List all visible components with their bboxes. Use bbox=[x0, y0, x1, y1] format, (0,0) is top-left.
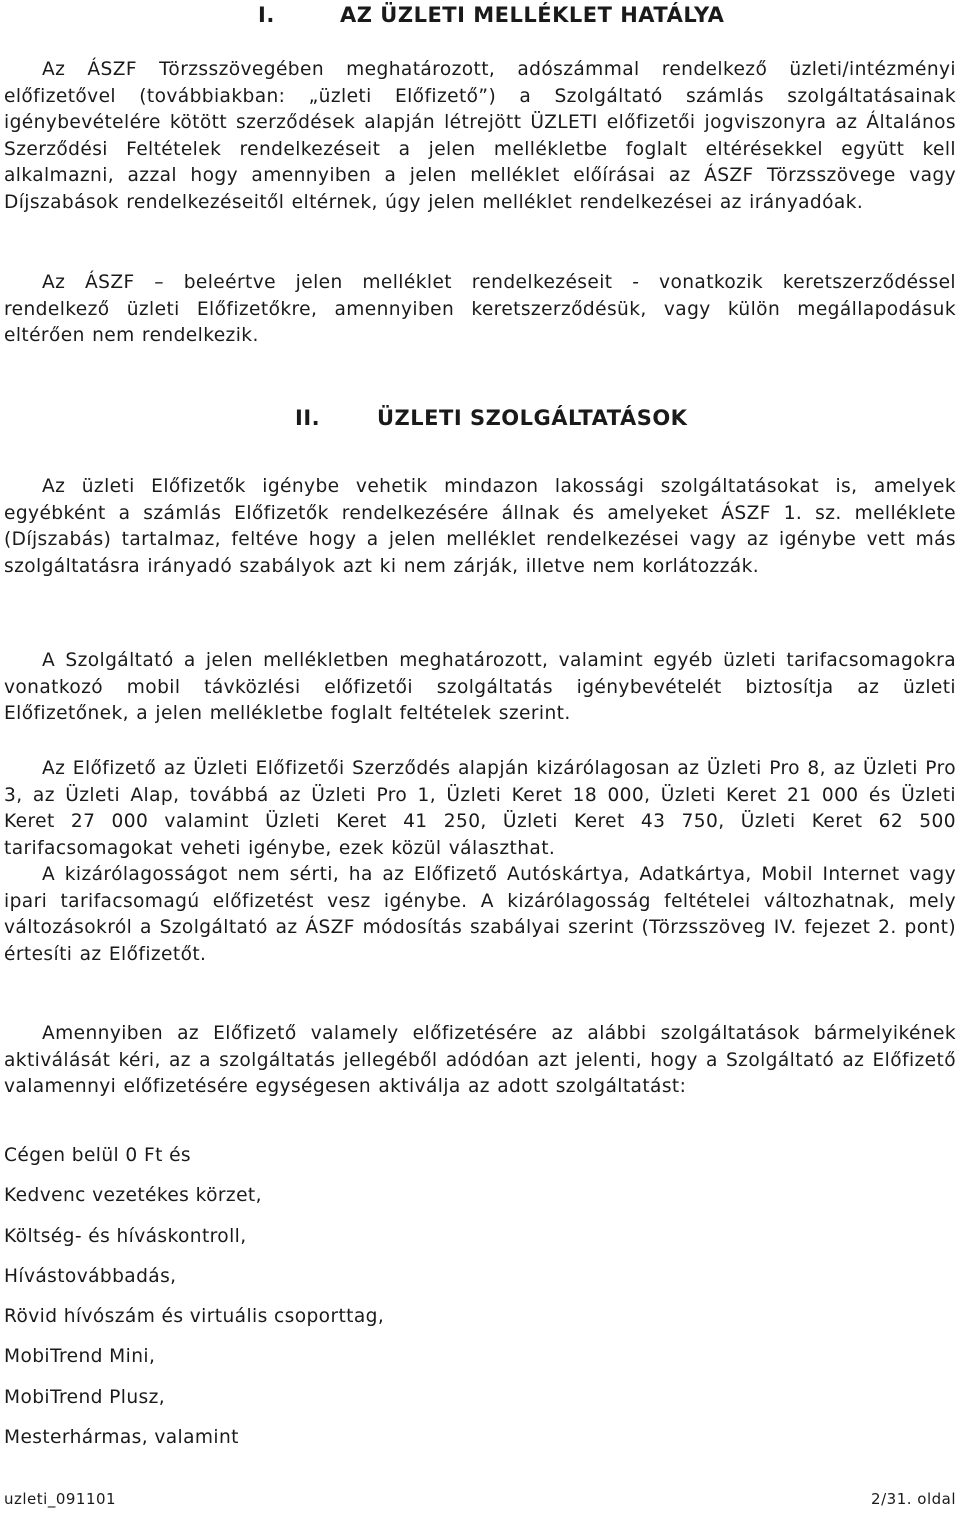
paragraph-text: Az ÁSZF Törzsszövegében meghatározott, adószámmal rendelkező üzleti/intézményi előfizetővel (továbbiakban: „üzleti Előfizető”) a Szolgáltató számlás szolgáltatásainak igénybevételére kötött szerződések alapján létrejött ÜZLETI előfizetői jogviszonyra az Általános Szerződési Feltételek rendelkezéseit a jelen mellékletbe foglalt eltérésekkel együtt kell alkalmazni, azzal hogy amennyiben a jelen melléklet előírásai az ÁSZF Törzsszövege vagy Díjszabások rendelkezéseitől eltérnek, úgy jelen melléklet rendelkezései az irányadóak. bbox=[4, 59, 956, 213]
section-title: ÜZLETI SZOLGÁLTATÁSOK bbox=[377, 406, 688, 430]
section-title: AZ ÜZLETI MELLÉKLET HATÁLYA bbox=[340, 3, 725, 27]
section-heading-2 bbox=[295, 406, 687, 430]
paragraph-text: Az üzleti Előfizetők igénybe vehetik mindazon lakossági szolgáltatásokat is, amelyek egyébként a számlás Előfizetők rendelkezésére állnak és amelyeket ÁSZF 1. sz. melléklete (Díjszabás) tartalmaz, feltéve hogy a jelen melléklet rendelkezései vagy az igénybe vett más szolgáltatásra irányadó szabályok azt ki nem zárják, illetve nem korlátozzák. bbox=[4, 476, 956, 577]
footer-doc-id: uzleti_091101 bbox=[4, 1490, 117, 1508]
section-heading-1 bbox=[258, 3, 724, 27]
list-item: Költség- és híváskontroll, bbox=[4, 1225, 247, 1247]
list-item: Mesterhármas, valamint bbox=[4, 1427, 239, 1449]
paragraph-tariff-packages bbox=[4, 648, 956, 728]
paragraph-activation bbox=[4, 1021, 956, 1101]
list-item: Hívástovábbadás, bbox=[4, 1265, 177, 1287]
paragraph-exclusivity bbox=[4, 756, 956, 968]
paragraph-text: A kizárólagosságot nem sérti, ha az Előfizető Autóskártya, Adatkártya, Mobil Internet vagy ipari tarifacsomagú előfizetést vesz igénybe. A kizárólagosság feltételei változhatnak, mely változásokról a Szolgáltató az ÁSZF módosítás szabályai szerint (Törzsszöveg IV. fejezet 2. pont) értesíti az Előfizetőt. bbox=[4, 864, 956, 965]
list-item: Cégen belül 0 Ft és bbox=[4, 1145, 191, 1166]
services-list bbox=[4, 1143, 384, 1465]
list-item: MobiTrend Mini, bbox=[4, 1346, 156, 1368]
section-number: I. bbox=[258, 3, 275, 27]
footer-page-number: 2/31. oldal bbox=[871, 1490, 956, 1508]
paragraph-residential-services bbox=[4, 474, 956, 580]
paragraph-text: Az ÁSZF – beleértve jelen melléklet rendelkezéseit - vonatkozik keretszerződéssel rendelkező üzleti Előfizetőkre, amennyiben keretszerződésük, vagy külön megállapodásuk eltérően nem rendelkezik. bbox=[4, 272, 956, 346]
section-number: II. bbox=[295, 406, 321, 430]
paragraph-text: Az Előfizető az Üzleti Előfizetői Szerződés alapján kizárólagosan az Üzleti Pro 8, az Üzleti Pro 3, az Üzleti Alap, továbbá az Üzleti Pro 1, Üzleti Keret 18 000, Üzleti Keret 21 000 és Üzleti Keret 27 000 valamint Üzleti Keret 41 250, Üzleti Keret 43 750, Üzleti Keret 62 500 tarifacsomagokat veheti igénybe, ezek közül választhat. bbox=[4, 758, 956, 859]
paragraph-text: Amennyiben az Előfizető valamely előfizetésére az alábbi szolgáltatások bármelyikének aktiválását kéri, az a szolgáltatás jellegéből adódóan azt jelenti, hogy a Szolgáltató az Előfizető valamennyi előfizetésére egységesen aktiválja az adott szolgáltatást: bbox=[4, 1023, 956, 1097]
paragraph-framework-contract bbox=[4, 270, 956, 350]
paragraph-text: A Szolgáltató a jelen mellékletben meghatározott, valamint egyéb üzleti tarifacsomagokra vonatkozó mobil távközlési előfizetői szolgáltatás igénybevételét biztosítja az üzleti Előfizetőnek, a jelen mellékletbe foglalt feltételek szerint. bbox=[4, 650, 956, 724]
paragraph-scope bbox=[4, 57, 956, 216]
list-item: Kedvenc vezetékes körzet, bbox=[4, 1185, 262, 1207]
list-item: Rövid hívószám és virtuális csoporttag, bbox=[4, 1306, 385, 1328]
list-item: MobiTrend Plusz, bbox=[4, 1386, 166, 1408]
